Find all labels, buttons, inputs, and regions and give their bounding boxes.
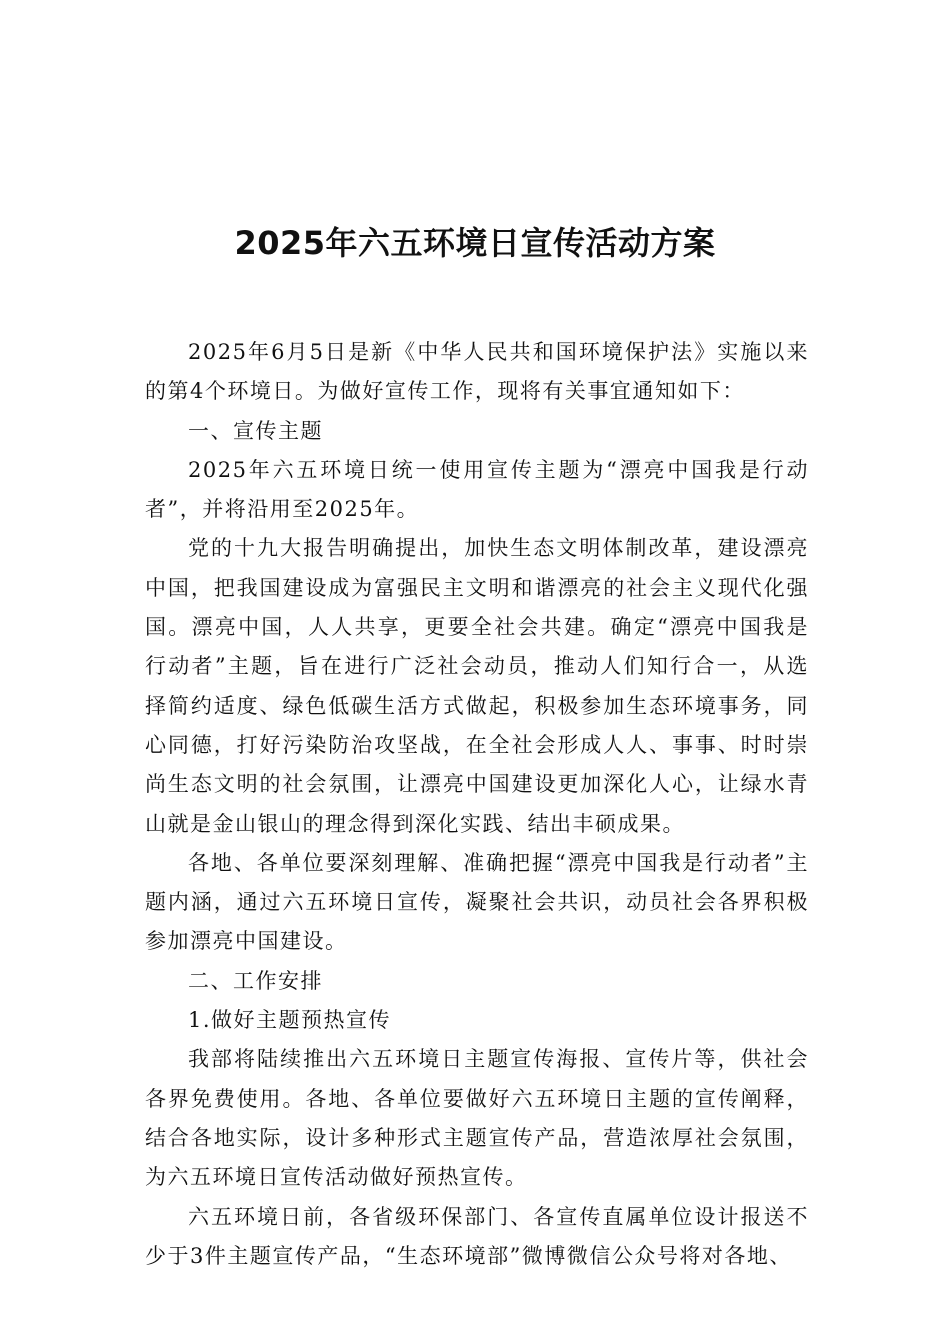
section-heading-theme: 一、宣传主题 <box>188 418 323 443</box>
paragraph-intro: 2025年6月5日是新《中华人民共和国环境保护法》实施以来的第4个环境日。为做好宣传工作，现将有关事宜通知如下： <box>145 340 809 404</box>
paragraph-theme-background: 党的十九大报告明确提出，加快生态文明体制改革，建设漂亮中国，把我国建设成为富强民主文明和谐漂亮的社会主义现代化强国。漂亮中国，人人共享，更要全社会共建。确定“漂亮中国我是行动者”主题，旨在进行广泛社会动员，推动人们知行合一，从选择简约适度、绿色低碳生活方式做起，积极参加生态环境事务，同心同德，打好污染防治攻坚战，在全社会形成人人、事事、时时崇尚生态文明的社会氛围，让漂亮中国建设更加深化人心，让绿水青山就是金山银山的理念得到深化实践、结出丰硕成果。 <box>145 536 809 836</box>
paragraph-products: 六五环境日前，各省级环保部门、各宣传直属单位设计报送不少于3件主题宣传产品，“生态环境部”微博微信公众号将对各地、 <box>145 1204 809 1268</box>
paragraph-theme-requirement: 各地、各单位要深刻理解、准确把握“漂亮中国我是行动者”主题内涵，通过六五环境日宣传，凝聚社会共识，动员社会各界积极参加漂亮中国建设。 <box>145 850 809 954</box>
subsection-heading-preheat: 1.做好主题预热宣传 <box>188 1008 392 1033</box>
section-heading-arrangement: 二、工作安排 <box>188 968 323 993</box>
paragraph-theme: 2025年六五环境日统一使用宣传主题为“漂亮中国我是行动者”，并将沿用至2025年。 <box>145 457 809 522</box>
paragraph-preheat: 我部将陆续推出六五环境日主题宣传海报、宣传片等，供社会各界免费使用。各地、各单位要做好六五环境日主题的宣传阐释，结合各地实际，设计多种形式主题宣传产品，营造浓厚社会氛围，为六五环境日宣传活动做好预热宣传。 <box>145 1047 809 1190</box>
document-title: 2025年六五环境日宣传活动方案 <box>234 224 716 262</box>
document-body <box>145 333 809 1276</box>
